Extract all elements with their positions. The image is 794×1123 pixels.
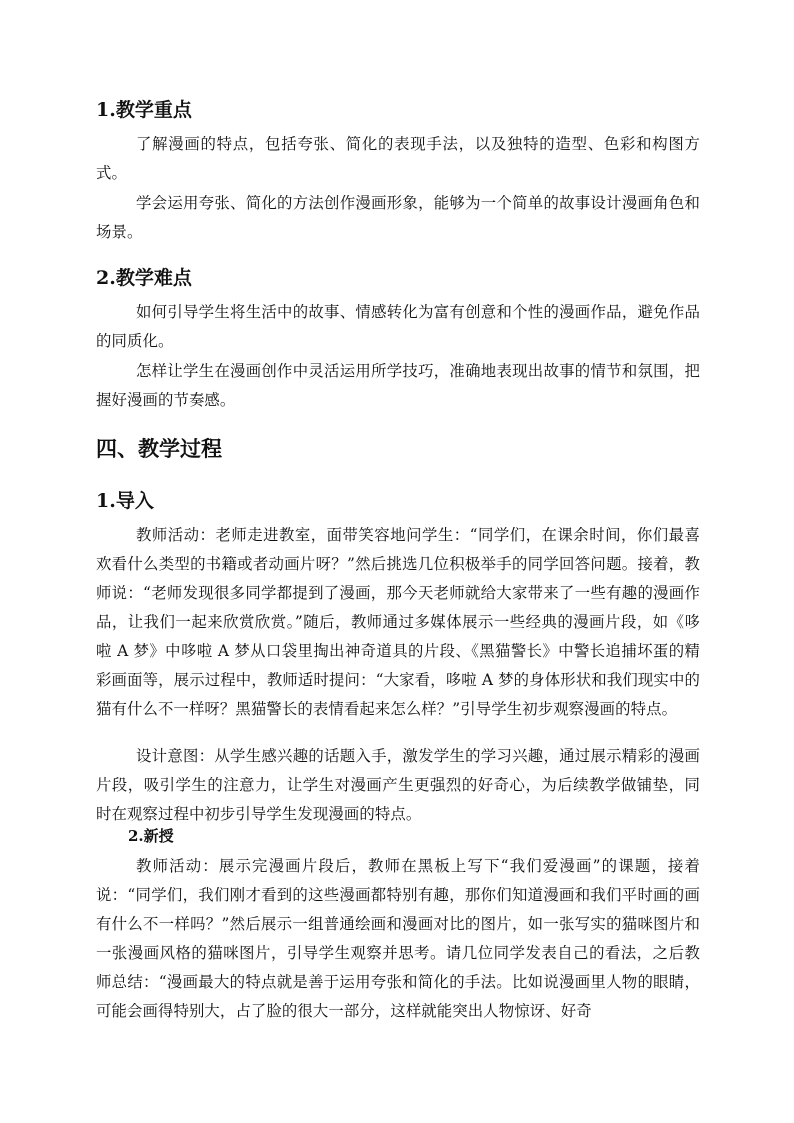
heading-new-lesson: 2.新授 xyxy=(128,827,174,845)
paragraph: 怎样让学生在漫画创作中灵活运用所学技巧，准确地表现出故事的情节和氛围，把握好漫画的节奏感。 xyxy=(96,362,700,409)
heading-key-points: 1.教学重点 xyxy=(96,99,192,121)
paragraph: 教师活动：老师走进教室，面带笑容地问学生：“同学们，在课余时间，你们最喜欢看什么类型的书籍或者动画片呀？”然后挑选几位积极举手的同学回答问题。接着，教师说：“老师发现很多同学都提到了漫画，那今天老师就给大家带来了一些有趣的漫画作品，让我们一起来欣赏欣赏。”随后，教师通过多媒体展示一些经典的漫画片段，如《哆啦 A 梦》中哆啦 A 梦从口袋里掏出神奇道具的片段、《黑猫警长》中警长追捕坏蛋的精彩画面等，展示过程中，教师适时提问：“大家看，哆啦 A 梦的身体形状和我们现实中的猫有什么不一样呀？黑猫警长的表情看起来怎么样？”引导学生初步观察漫画的特点。 xyxy=(96,526,700,718)
heading-teaching-process: 四、教学过程 xyxy=(96,436,222,461)
heading-intro: 1.导入 xyxy=(96,490,154,512)
paragraph: 如何引导学生将生活中的故事、情感转化为富有创意和个性的漫画作品，避免作品的同质化。 xyxy=(96,303,700,350)
paragraph: 学会运用夸张、简化的方法创作漫画形象，能够为一个简单的故事设计漫画角色和场景。 xyxy=(96,194,700,241)
heading-difficulties: 2.教学难点 xyxy=(96,267,192,289)
paragraph: 了解漫画的特点，包括夸张、简化的表现手法，以及独特的造型、色彩和构图方式。 xyxy=(96,135,700,182)
paragraph: 教师活动：展示完漫画片段后，教师在黑板上写下“我们爱漫画”的课题，接着说：“同学们，我们刚才看到的这些漫画都特别有趣，那你们知道漫画和我们平时画的画有什么不一样吗？”然后展示一组普通绘画和漫画对比的图片，如一张写实的猫咪图片和一张漫画风格的猫咪图片，引导学生观察并思考。请几位同学发表自己的看法，之后教师总结：“漫画最大的特点就是善于运用夸张和简化的手法。比如说漫画里人物的眼睛，可能会画得特别大，占了脸的很大一部分，这样就能突出人物惊讶、好奇 xyxy=(96,857,700,1020)
paragraph: 设计意图：从学生感兴趣的话题入手，激发学生的学习兴趣，通过展示精彩的漫画片段，吸引学生的注意力，让学生对漫画产生更强烈的好奇心，为后续教学做铺垫，同时在观察过程中初步引导学生发现漫画的特点。 xyxy=(96,747,700,823)
